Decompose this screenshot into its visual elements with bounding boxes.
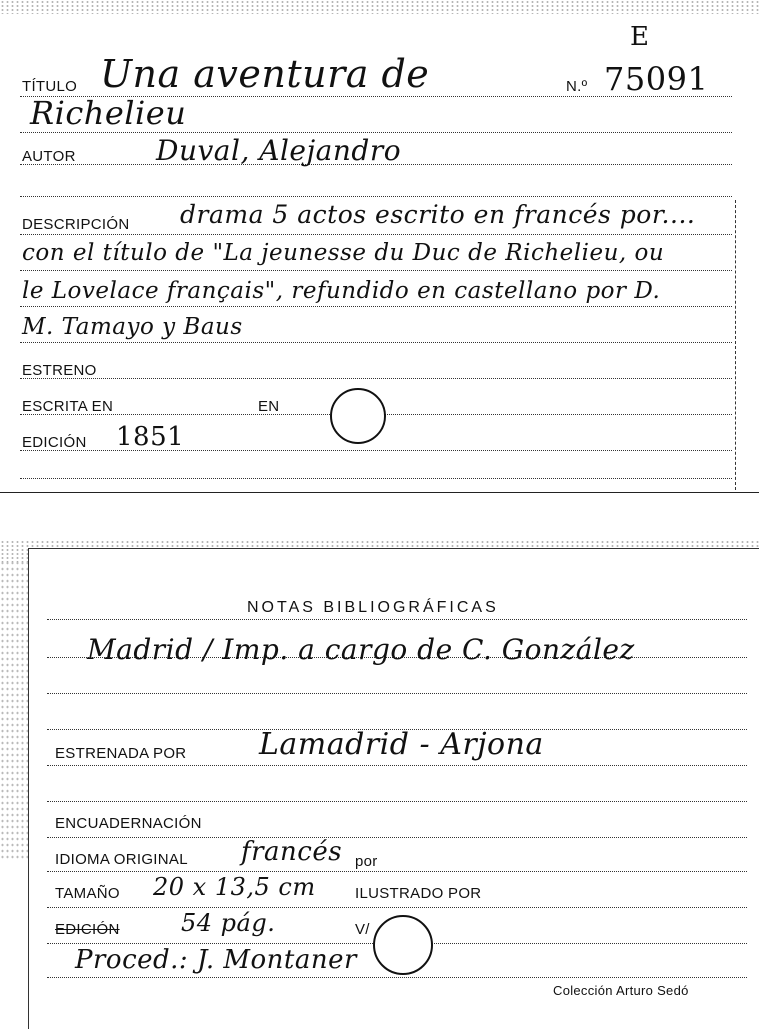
coleccion-credit: Colección Arturo Sedó: [553, 983, 689, 998]
edicion-label: EDICIÓN: [55, 921, 120, 938]
numero-value: 75091: [604, 60, 709, 98]
descripcion-line-2: con el título de "La jeunesse du Duc de Richelieu, ou: [22, 240, 665, 266]
rule: [20, 270, 732, 271]
idioma-original-label: IDIOMA ORIGINAL: [55, 851, 188, 868]
descripcion-line-4: M. Tamayo y Baus: [22, 314, 243, 340]
edicion-value: 54 pág.: [181, 909, 276, 937]
catalog-card-back: [28, 548, 759, 1029]
rule: [47, 765, 747, 766]
descripcion-line-1: drama 5 actos escrito en francés por....: [180, 200, 696, 229]
titulo-value-continued: Richelieu: [30, 94, 187, 132]
tamano-value: 20 x 13,5 cm: [153, 873, 316, 901]
descripcion-label: DESCRIPCIÓN: [22, 216, 130, 233]
por-label: por: [355, 853, 378, 870]
rule: [47, 977, 747, 978]
autor-label: AUTOR: [22, 148, 76, 165]
tamano-label: TAMAÑO: [55, 885, 120, 902]
rule: [20, 234, 732, 235]
ilustrado-por-label: ILUSTRADO POR: [355, 885, 482, 902]
estreno-label: ESTRENO: [22, 362, 97, 379]
letter-mark: E: [630, 22, 650, 52]
card-side-texture: [0, 560, 30, 860]
titulo-label: TÍTULO: [22, 78, 78, 95]
estrenada-por-label: ESTRENADA POR: [55, 745, 187, 762]
edicion-value: 1851: [116, 422, 185, 452]
punch-hole: [330, 388, 386, 444]
rule: [47, 693, 747, 694]
rule: [20, 196, 732, 197]
procedencia-value: Proced.: J. Montaner: [75, 945, 357, 975]
rule: [20, 342, 732, 343]
rule: [47, 837, 747, 838]
numero-label: N.º: [566, 78, 588, 95]
idioma-original-value: francés: [241, 837, 343, 867]
v-label: V/: [355, 921, 370, 938]
rule: [20, 378, 732, 379]
rule: [47, 871, 747, 872]
autor-value: Duval, Alejandro: [156, 134, 402, 167]
rule: [20, 132, 732, 133]
titulo-value: Una aventura de: [100, 52, 430, 96]
rule: [20, 478, 732, 479]
escrita-en-label: ESCRITA EN: [22, 398, 114, 415]
encuadernacion-label: ENCUADERNACIÓN: [55, 815, 202, 832]
rule: [47, 801, 747, 802]
descripcion-line-3: le Lovelace français", refundido en castellano por D.: [22, 278, 661, 304]
en-label: EN: [258, 398, 280, 415]
notas-heading: NOTAS BIBLIOGRÁFICAS: [247, 599, 499, 616]
rule: [47, 907, 747, 908]
catalog-card-front: [0, 0, 759, 493]
punch-hole: [373, 915, 433, 975]
rule: [47, 619, 747, 620]
card-edge-texture: [0, 0, 759, 14]
edicion-label: EDICIÓN: [22, 434, 87, 451]
rule: [20, 306, 732, 307]
notas-line: Madrid / Imp. a cargo de C. González: [87, 633, 635, 666]
estrenada-por-value: Lamadrid - Arjona: [259, 727, 544, 762]
card-right-edge: [735, 200, 736, 490]
